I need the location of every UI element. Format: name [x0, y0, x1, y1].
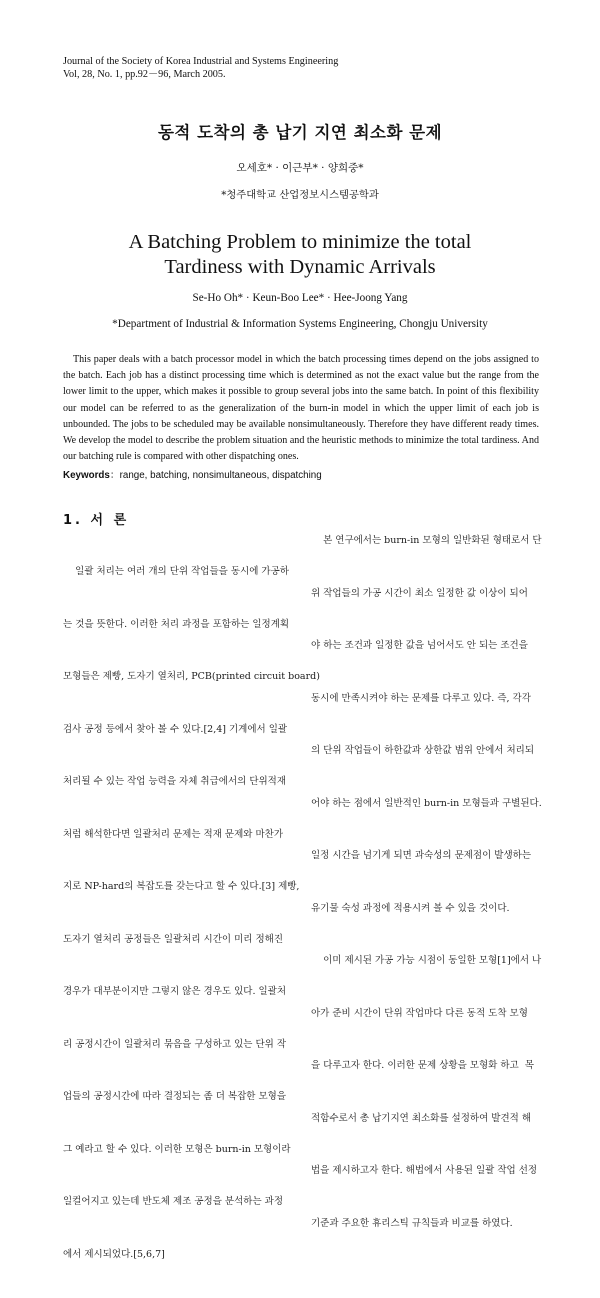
body-line: 유기물 숙성 과정에 적용시켜 볼 수 있을 것이다.	[311, 902, 510, 914]
english-title	[0, 230, 600, 280]
body-line: 일컬어지고 있는데 반도체 제조 공정을 분석하는 과정	[63, 1196, 284, 1207]
body-line: 처럼 해석한다면 일괄처리 문제는 적재 문제와 마찬가	[63, 828, 284, 840]
body-line: 법을 제시하고자 한다. 해법에서 사용된 일괄 작업 선정	[311, 1165, 538, 1176]
english-affiliation: *Department of Industrial & Information Systems Engineering, Chongju University	[112, 318, 488, 330]
body-line: 적함수로서 총 납기지연 최소화를 설정하여 발견적 해	[311, 1112, 532, 1124]
body-line: 검사 공정 등에서 찾아 볼 수 있다.[2,4] 기계에서 일괄	[63, 723, 288, 735]
body-line: 모형들은 제빵, 도자기 열처리, PCB(printed circuit board)	[63, 671, 320, 682]
english-title-line-1: A Batching Problem to minimize the total	[128, 231, 472, 253]
keywords-label: Keywords	[63, 470, 110, 481]
body-line: 경우가 대부분이지만 그렇지 않은 경우도 있다. 일괄처	[63, 986, 287, 997]
journal-header	[63, 55, 338, 81]
keywords-value: ：range, batching, nonsimultaneous, dispatching	[109, 470, 322, 481]
abstract-text: This paper deals with a batch processor model in which the batch processing times depend on the jobs assigned to the batch. Each job has a distinct processing time which is determined as not the exact value but the range from the lower limit to the upper, which makes it possible to group several jobs into the same batch. In point of this flexibility our model can be referred to as the generalization of the burn-in model in which the upper limit of each job is unbounded. The jobs to be scheduled may be available nonsimultaneously. Therefore they have different ready times. We develop the model to describe the problem situation and the heuristic methods to minimize the total tardiness. And our batching rule is compared with other dispatching ones.	[63, 354, 539, 463]
korean-affiliation: *청주대학교 산업정보시스템공학과	[221, 189, 379, 201]
abstract	[63, 352, 539, 465]
body-line: 도자기 열처리 공정들은 일괄처리 시간이 미리 정해진	[63, 933, 284, 945]
english-authors: Se-Ho Oh* · Keun-Boo Lee* · Hee-Joong Yang	[192, 292, 408, 304]
body-line: 처리될 수 있는 작업 능력을 자체 취급에서의 단위적재	[63, 776, 287, 787]
body-line: 을 다루고자 한다. 이러한 문제 상황을 모형화 하고 목	[311, 1060, 534, 1071]
body-line: 일괄 처리는 여러 개의 단위 작업들을 동시에 가공하	[63, 566, 289, 577]
section-title: 1. 서 론	[63, 513, 130, 528]
body-column-right	[311, 497, 546, 1267]
keywords	[63, 467, 322, 481]
body-line: 일정 시간을 넘기게 되면 과숙성의 문제점이 발생하는	[311, 850, 532, 861]
body-line: 어야 하는 점에서 일반적인 burn-in 모형들과 구별된다.	[311, 797, 542, 809]
body-line: 동시에 만족시켜야 하는 문제를 다루고 있다. 즉, 각각	[311, 692, 531, 704]
body-line: 위 작업들의 가공 시간이 최소 일정한 값 이상이 되어	[311, 587, 528, 599]
body-line: 기준과 주요한 휴리스틱 규칙들과 비교를 하였다.	[311, 1217, 513, 1229]
body-line: 이미 제시된 가공 가능 시점이 동일한 모형[1]에서 나	[311, 955, 542, 966]
korean-title: 동적 도착의 총 납기 지연 최소화 문제	[157, 123, 443, 142]
korean-authors: 오세호* · 이근부* · 양희중*	[236, 162, 364, 174]
body-line: 의 단위 작업들이 하한값과 상한값 범위 안에서 처리되	[311, 745, 535, 756]
english-title-line-2: Tardiness with Dynamic Arrivals	[164, 256, 436, 278]
body-line: 지로 NP-hard의 복잡도를 갖는다고 할 수 있다.[3] 제빵,	[63, 881, 300, 892]
body-line: 야 하는 조건과 일정한 값을 넘어서도 안 되는 조건을	[311, 640, 528, 651]
body-line: 본 연구에서는 burn-in 모형의 일반화된 형태로서 단	[311, 535, 542, 546]
body-line: 업들의 공정시간에 따라 결정되는 좀 더 복잡한 모형을	[63, 1091, 287, 1102]
body-line: 아가 준비 시간이 단위 작업마다 다른 동적 도착 모형	[311, 1007, 528, 1019]
body-line: 리 공정시간이 일괄처리 묶음을 구성하고 있는 단위 작	[63, 1038, 287, 1050]
body-line: 에서 제시되었다.[5,6,7]	[63, 1248, 165, 1260]
body-line: 는 것을 뜻한다. 이러한 처리 과정을 포함하는 일정계획	[63, 618, 290, 630]
body-column-left	[63, 528, 320, 1298]
journal-name: Journal of the Society of Korea Industrial and Systems Engineering	[63, 56, 339, 67]
body-line: 그 예라고 할 수 있다. 이러한 모형은 burn-in 모형이라	[63, 1143, 291, 1155]
journal-volume: Vol, 28, No. 1, pp.92－96, March 2005.	[63, 69, 226, 80]
